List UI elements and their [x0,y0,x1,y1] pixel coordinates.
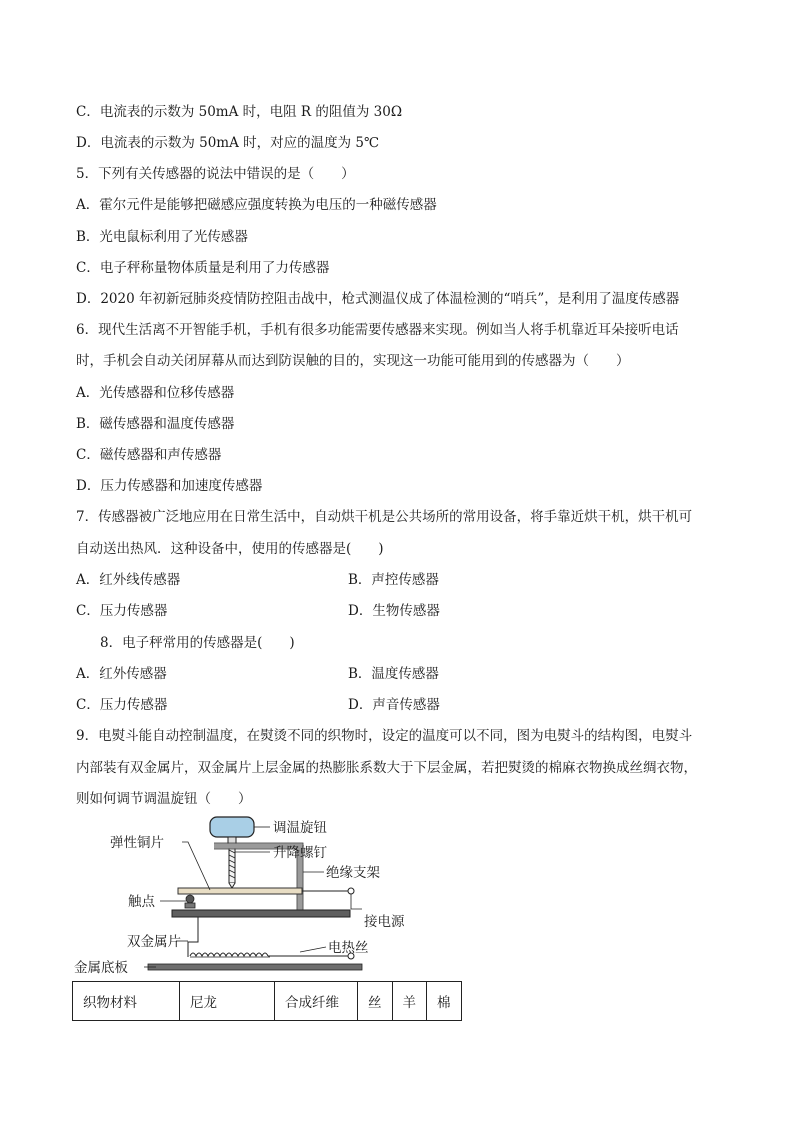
question-6-stem-line-1: 6．现代生活离不开智能手机，手机有很多功能需要传感器来实现。例如当人将手机靠近耳朵接听电话 [76,322,679,338]
question-8-option-c: C．压力传感器 [76,697,168,713]
label-bimetal: 双金属片 [127,934,181,950]
question-8-option-b: B．温度传感器 [348,666,439,682]
leader-power [351,894,362,909]
question-5-option-a: A．霍尔元件是能够把磁感应强度转换为电压的一种磁传感器 [76,197,437,213]
table-cell-synthetic: 合成纤维 [275,982,358,1021]
question-7-option-a: A．红外线传感器 [76,572,181,588]
question-5-option-c: C．电子秤称量物体质量是利用了力传感器 [76,260,330,276]
table-header-cell: 织物材料 [73,982,180,1021]
table-cell-nylon: 尼龙 [180,982,275,1021]
question-6-option-d: D．压力传感器和加速度传感器 [76,478,263,494]
question-9-stem-line-2: 内部装有双金属片，双金属片上层金属的热膨胀系数大于下层金属，若把熨烫的棉麻衣物换成丝绸衣物， [76,760,697,776]
label-bracket: 绝缘支架 [326,865,380,881]
heater-coil [190,953,268,956]
temperature-knob [210,817,254,837]
bimetal-to-heater-wire [188,917,198,957]
table-cell-wool: 羊 [392,982,427,1021]
question-4-option-c: C．电流表的示数为 50mA 时，电阻 R 的阻值为 30Ω [76,104,403,120]
question-9-stem-line-3: 则如何调节调温旋钮（ ） [76,791,252,807]
metal-base-plate [148,964,362,970]
leader-heater [300,947,326,952]
elastic-copper-strip [178,888,302,894]
question-8-stem: 8．电子秤常用的传感器是( ) [100,635,295,651]
question-5-option-b: B．光电鼠标利用了光传感器 [76,229,248,245]
question-6-option-b: B．磁传感器和温度传感器 [76,416,235,432]
question-7-option-d: D．生物传感器 [348,603,440,619]
label-screw: 升降螺钉 [273,845,327,861]
question-6-option-a: A．光传感器和位移传感器 [76,385,235,401]
question-6-stem-line-2: 时，手机会自动关闭屏幕从而达到防误触的目的，实现这一功能可能用到的传感器为（ ） [76,353,630,369]
label-elastic-copper: 弹性铜片 [110,835,164,851]
question-7-stem-line-2: 自动送出热风．这种设备中，使用的传感器是( ) [76,541,384,557]
power-terminal-top [348,888,354,894]
question-7-stem-line-1: 7．传感器被广泛地应用在日常生活中，自动烘干机是公共场所的常用设备，将手靠近烘干机，烘干机可 [76,509,693,525]
label-heater: 电热丝 [328,940,369,956]
table-cell-silk: 丝 [358,982,393,1021]
label-power: 接电源 [364,914,405,930]
question-5-stem: 5．下列有关传感器的说法中错误的是（ ） [76,166,355,182]
question-7-option-c: C．压力传感器 [76,603,168,619]
table-row [73,982,462,1021]
electric-iron-diagram [70,812,450,978]
fabric-table [72,981,462,1021]
contact-point [186,895,194,903]
label-knob: 调温旋钮 [273,820,327,836]
question-6-option-c: C．磁传感器和声传感器 [76,447,222,463]
question-4-option-d: D．电流表的示数为 50mA 时，对应的温度为 5℃ [76,135,380,151]
question-9-stem-line-1: 9．电熨斗能自动控制温度，在熨烫不同的织物时，设定的温度可以不同，图为电熨斗的结构图，电熨斗 [76,728,693,744]
screw-tip [229,883,235,888]
table-cell-cotton: 棉 [427,982,462,1021]
question-8-option-d: D．声音传感器 [348,697,440,713]
question-7-option-b: B．声控传感器 [348,572,439,588]
label-base: 金属底板 [74,960,128,976]
leader-copper [182,842,210,890]
question-8-option-a: A．红外传感器 [76,666,167,682]
label-contact: 触点 [128,894,155,910]
question-5-option-d: D．2020 年初新冠肺炎疫情防控阻击战中，枪式测温仪成了体温检测的“哨兵”，是利用了温度传感器 [76,291,680,307]
bimetal-strip [172,910,350,917]
contact-base [185,903,195,908]
